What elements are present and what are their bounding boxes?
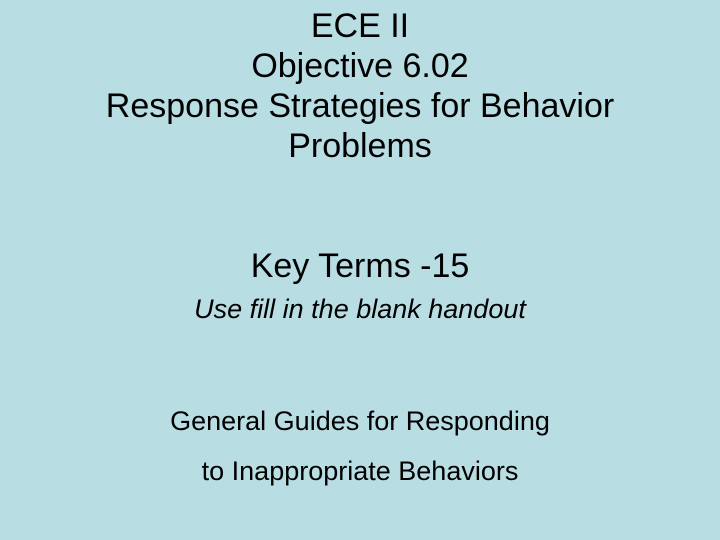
handout-note: Use fill in the blank handout [194,294,526,324]
key-terms-heading: Key Terms -15 [250,247,470,285]
course-title: ECE II [310,7,410,45]
guides-line-1: General Guides for Responding [170,406,550,436]
objective-title-line-1: Response Strategies for Behavior [105,87,615,125]
objective-number: Objective 6.02 [251,47,469,85]
slide-title [0,6,720,166]
guides-line-2: to Inappropriate Behaviors [201,456,519,486]
objective-title-line-2: Problems [288,127,432,165]
guides-block [0,396,720,496]
